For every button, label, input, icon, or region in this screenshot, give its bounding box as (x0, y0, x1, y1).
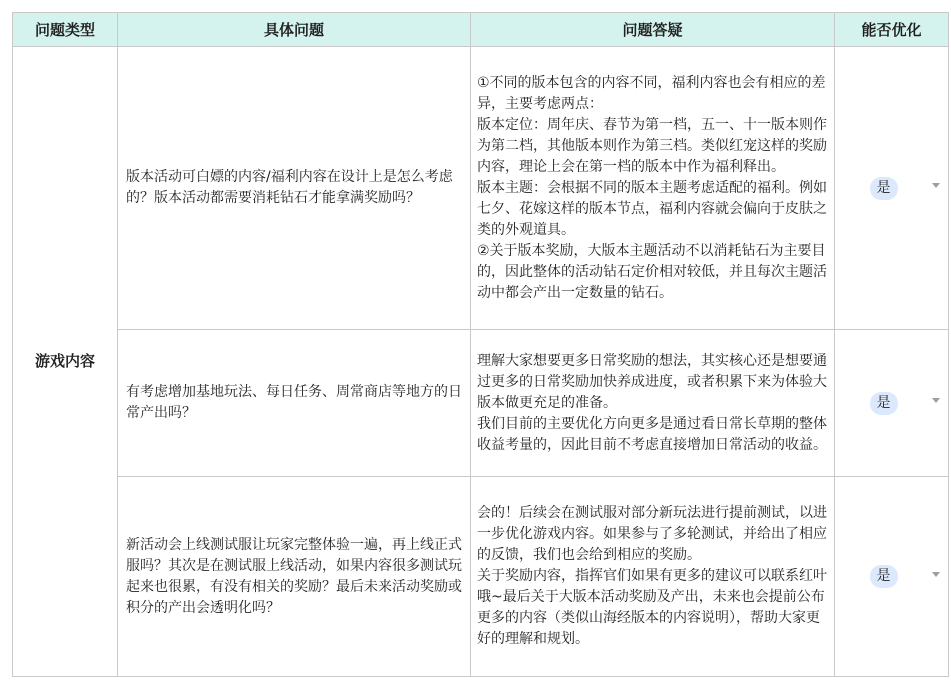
table-row (13, 477, 949, 677)
answer-paragraph: 理解大家想要更多日常奖励的想法，其实核心还是想要通过更多的日常奖励加快养成进度，或者积累下来为体验大版本做更充足的准备。 (477, 352, 827, 411)
header-optimizable: 能否优化 (835, 13, 949, 47)
answer-paragraph: ①不同的版本包含的内容不同，福利内容也会有相应的差异，主要考虑两点： (477, 74, 826, 112)
question-cell: 新活动会上线测试服让玩家完整体验一遍，再上线正式服吗？其次是在测试服上线活动，如果内容很多测试玩起来也很累，有没有相关的奖励？最后未来活动奖励或积分的产出会透明化吗？ (118, 477, 471, 677)
optimizable-badge: 是 (870, 565, 898, 588)
answer-paragraph: 会的！后续会在测试服对部分新玩法进行提前测试，以进一步优化游戏内容。如果参与了多轮测试，并给出了相应的反馈，我们也会给到相应的奖励。 (477, 505, 827, 563)
table-row (13, 330, 949, 477)
header-row (13, 13, 949, 47)
qa-table (12, 12, 949, 677)
question-cell: 版本活动可白嫖的内容/福利内容在设计上是怎么考虑的？版本活动都需要消耗钻石才能拿满奖励吗？ (118, 47, 471, 330)
optimizable-select[interactable] (835, 477, 949, 677)
header-answer: 问题答疑 (471, 13, 835, 47)
dropdown-caret-icon[interactable] (932, 183, 940, 188)
optimizable-badge: 是 (870, 392, 898, 415)
answer-paragraph: 关于奖励内容，指挥官们如果有更多的建议可以联系红叶哦~最后关于大版本活动奖励及产出，未来也会提前公布更多的内容（类似山海经版本的内容说明），帮助大家更好的理解和规划。 (477, 568, 827, 647)
optimizable-select[interactable] (835, 47, 949, 330)
dropdown-caret-icon[interactable] (932, 572, 940, 577)
header-question: 具体问题 (118, 13, 471, 47)
question-cell: 有考虑增加基地玩法、每日任务、周常商店等地方的日常产出吗？ (118, 330, 471, 477)
optimizable-badge: 是 (870, 177, 898, 200)
optimizable-select[interactable] (835, 330, 949, 477)
answer-cell (471, 477, 835, 677)
table-row (13, 47, 949, 330)
category-cell: 游戏内容 (13, 47, 118, 677)
answer-paragraph: ②关于版本奖励，大版本主题活动不以消耗钻石为主要目的，因此整体的活动钻石定价相对较低，并且每次主题活动中都会产出一定数量的钻石。 (477, 242, 827, 301)
answer-cell (471, 47, 835, 330)
answer-paragraph: 版本主题：会根据不同的版本主题考虑适配的福利。例如七夕、花嫁这样的版本节点，福利内容就会偏向于皮肤之类的外观道具。 (477, 179, 827, 238)
answer-cell (471, 330, 835, 477)
answer-paragraph: 版本定位：周年庆、春节为第一档，五一、十一版本则作为第二档，其他版本则作为第三档。类似红宠这样的奖励内容，理论上会在第一档的版本中作为福利释出。 (477, 116, 827, 175)
header-category: 问题类型 (13, 13, 118, 47)
answer-paragraph: 我们目前的主要优化方向更多是通过看日常长草期的整体收益考量的，因此目前不考虑直接增加日常活动的收益。 (477, 415, 827, 453)
dropdown-caret-icon[interactable] (932, 398, 940, 403)
